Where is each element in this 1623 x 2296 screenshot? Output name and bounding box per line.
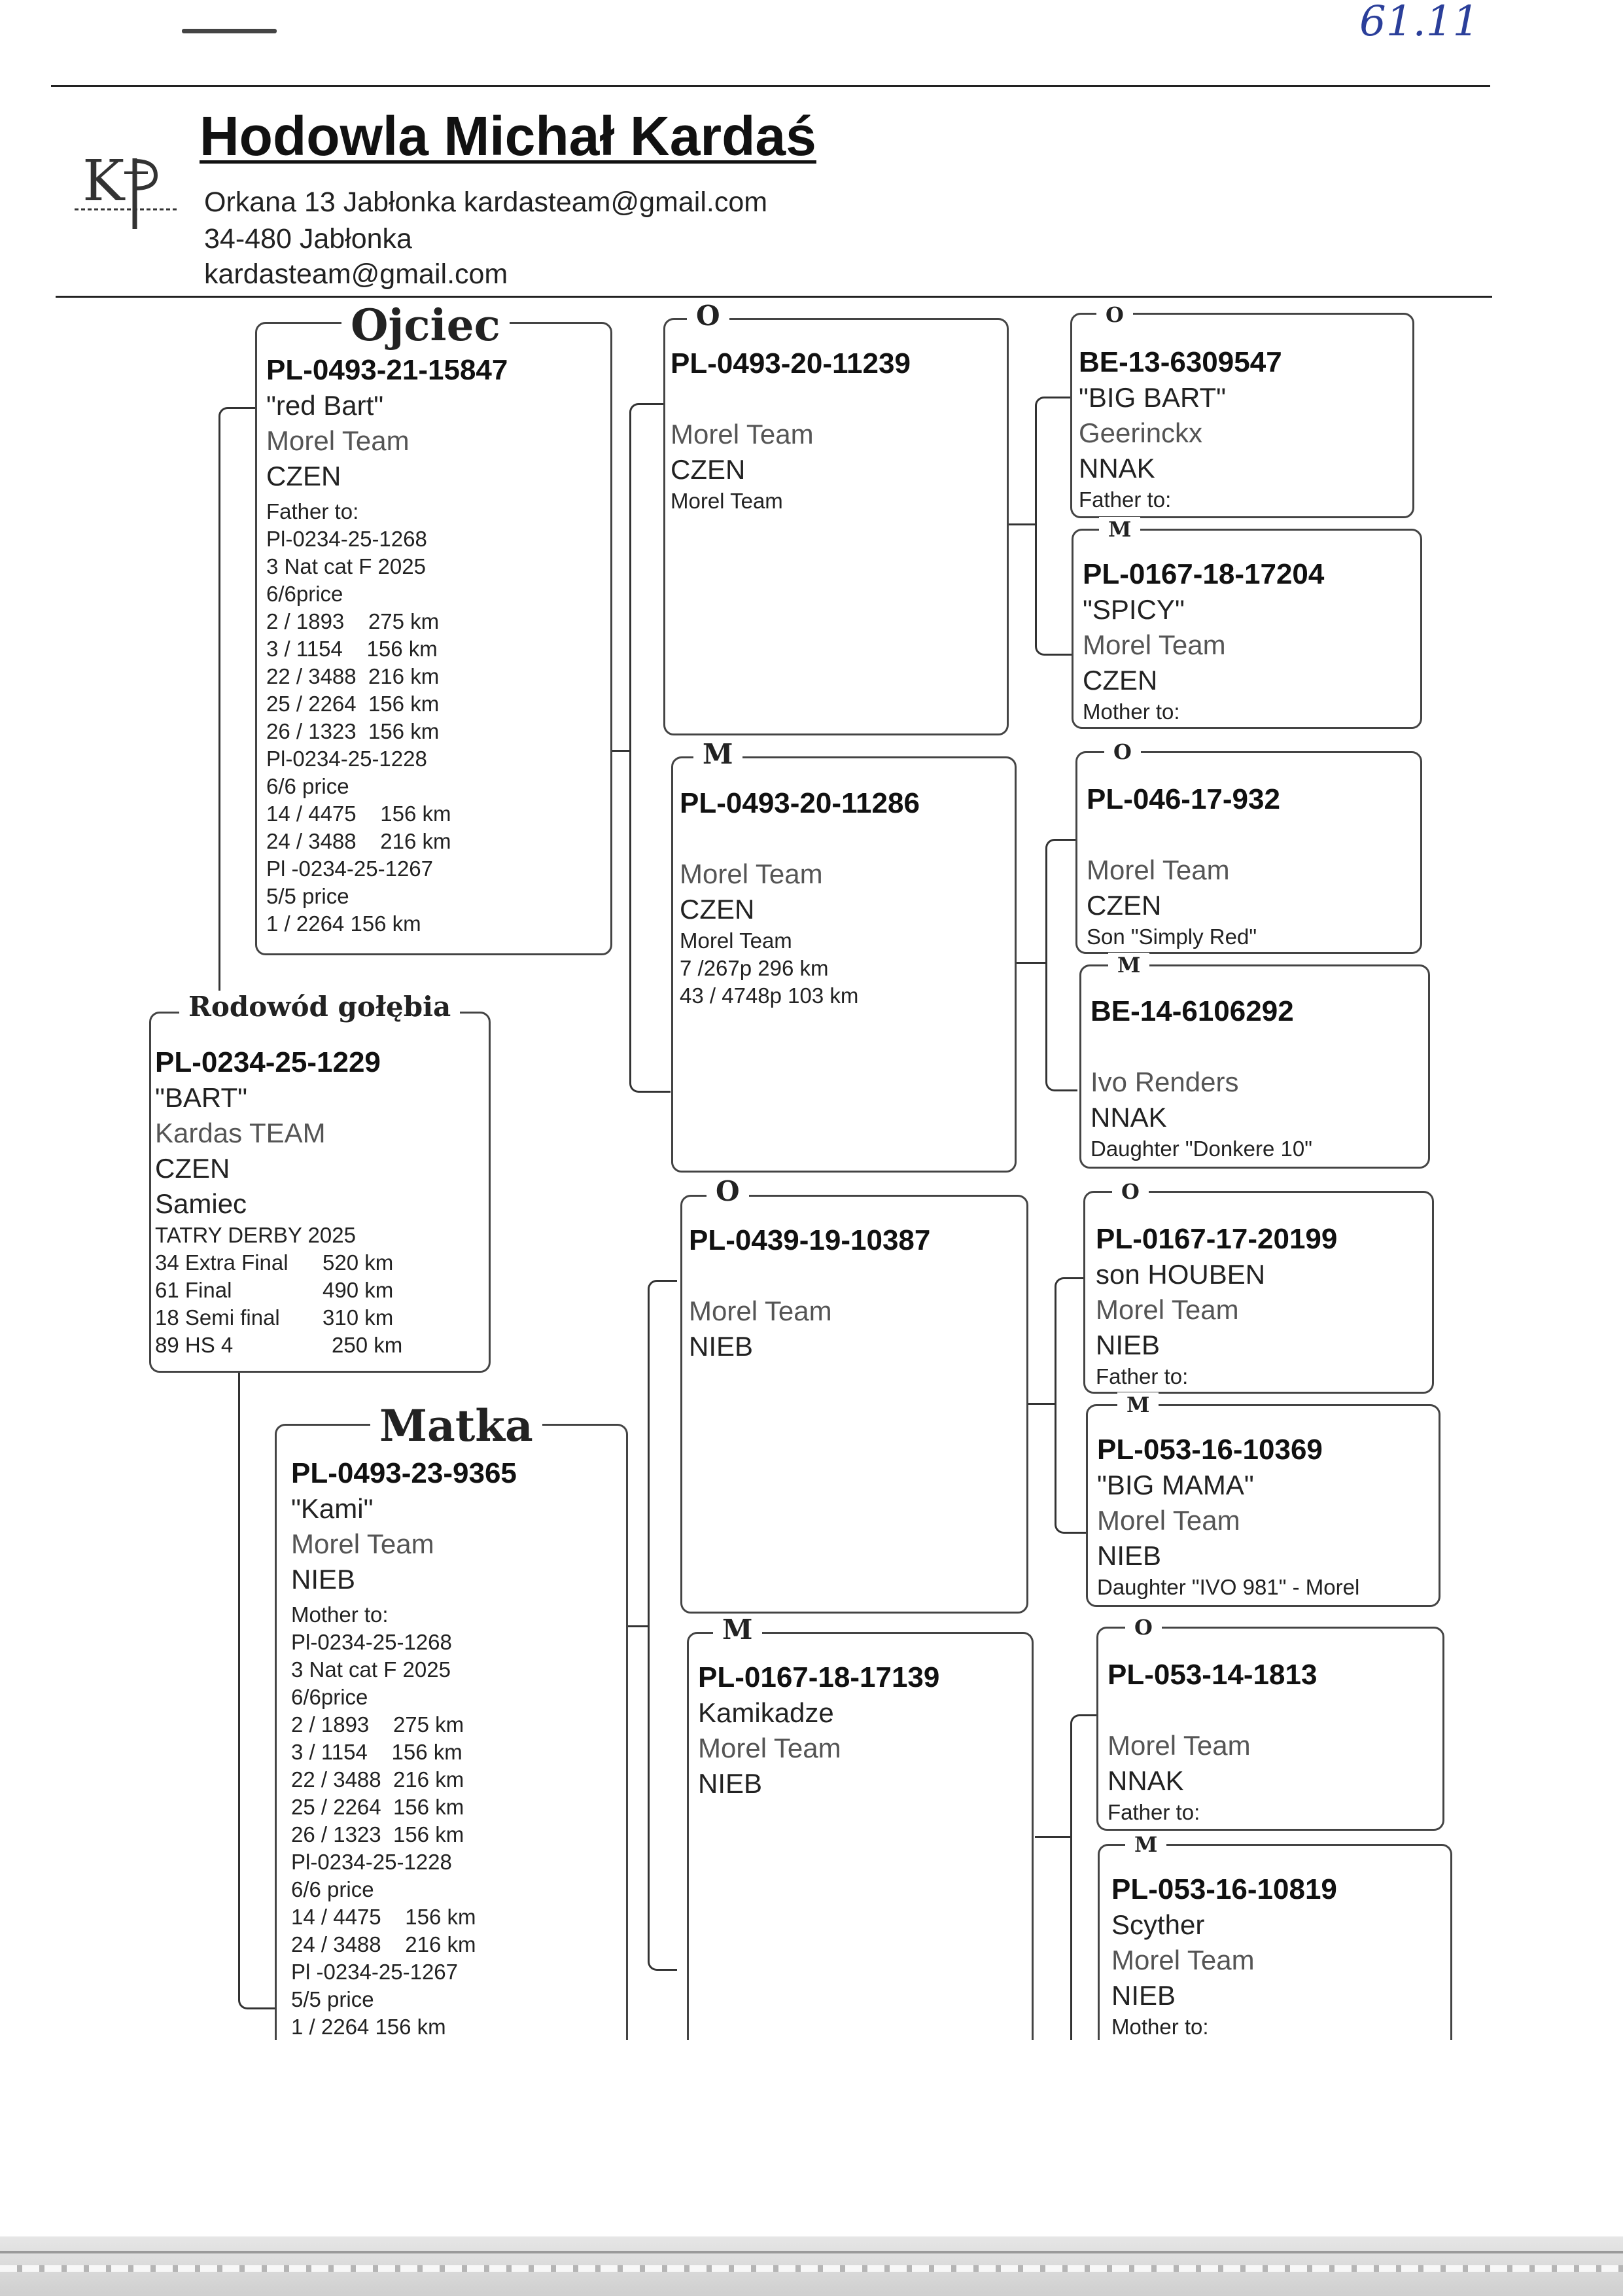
mf-color: NIEB xyxy=(689,1331,754,1362)
fmf-color: CZEN xyxy=(1087,890,1162,921)
father-card xyxy=(255,322,612,955)
mother-legend: Matka xyxy=(370,1400,542,1451)
header-top-rule xyxy=(51,85,1490,87)
fff-name: "BIG BART" xyxy=(1079,382,1227,413)
subject-legend: Rodowód gołębia xyxy=(179,991,460,1023)
father-note-line: 3 / 1154 156 km xyxy=(266,637,438,661)
scanner-edge-dashes xyxy=(0,2265,1623,2272)
father-note-line: 6/6price xyxy=(266,582,343,606)
fm-owner: Morel Team xyxy=(680,858,823,889)
father-note-line: Pl -0234-25-1267 xyxy=(266,857,434,881)
result-row: 34 Extra Final 520 km xyxy=(155,1250,394,1275)
mm-owner: Morel Team xyxy=(698,1733,841,1763)
subject-name: "BART" xyxy=(155,1082,248,1113)
father-note-line: 3 Nat cat F 2025 xyxy=(266,554,426,578)
mother-note-line: Pl -0234-25-1267 xyxy=(291,1960,459,1984)
connector-subject-mother xyxy=(238,1361,277,2009)
mmm-ring: PL-053-16-10819 xyxy=(1111,1873,1337,1905)
mf-ring: PL-0439-19-10387 xyxy=(689,1224,931,1256)
ffm-legend: M xyxy=(1099,517,1140,542)
mother-note-line: 5/5 price xyxy=(291,1987,374,2011)
subject-card xyxy=(149,1012,491,1373)
scanner-edge-line xyxy=(0,2251,1623,2253)
ffm-note: Mother to: xyxy=(1083,699,1180,724)
mf-owner: Morel Team xyxy=(689,1296,832,1326)
mmm-note: Mother to: xyxy=(1111,2015,1209,2039)
subject-results xyxy=(155,1249,402,1359)
fmm-legend: M xyxy=(1108,953,1149,978)
fmm-card xyxy=(1079,964,1430,1169)
father-color: CZEN xyxy=(266,461,341,491)
father-note-line: 22 / 3488 216 km xyxy=(266,664,440,688)
mfm-owner: Morel Team xyxy=(1097,1505,1240,1536)
svg-text:K: K xyxy=(82,149,125,214)
father-name: "red Bart" xyxy=(266,390,384,421)
mm-card xyxy=(687,1632,1034,2077)
mmf-owner: Morel Team xyxy=(1108,1730,1251,1761)
connector-father-stem xyxy=(611,750,631,752)
scan-mark xyxy=(182,29,277,33)
mother-name: "Kami" xyxy=(291,1493,374,1524)
ff-color: CZEN xyxy=(671,454,746,485)
father-owner: Morel Team xyxy=(266,425,410,456)
subject-ring: PL-0234-25-1229 xyxy=(155,1046,381,1078)
page-cut-mask xyxy=(0,2040,1623,2230)
breeder-title: Hodowla Michał Kardaś xyxy=(200,105,816,167)
fmm-owner: Ivo Renders xyxy=(1091,1067,1239,1097)
connector-ff-stem xyxy=(1007,523,1036,525)
connector-fm-stem xyxy=(1017,962,1047,964)
mf-card xyxy=(680,1195,1028,1614)
father-ring: PL-0493-21-15847 xyxy=(266,354,508,386)
father-note-line: 5/5 price xyxy=(266,884,349,908)
fmf-owner: Morel Team xyxy=(1087,855,1230,885)
mmm-card xyxy=(1098,1844,1452,2040)
fmm-color: NNAK xyxy=(1091,1102,1167,1133)
mother-note-line: 24 / 3488 216 km xyxy=(291,1932,476,1956)
ff-ring: PL-0493-20-11239 xyxy=(671,347,911,380)
corner-handwritten-mark: 61.11 xyxy=(1359,0,1480,46)
father-legend: Ojciec xyxy=(341,300,510,351)
connector-subject-father xyxy=(218,407,257,1014)
subject-event: TATRY DERBY 2025 xyxy=(155,1223,356,1247)
mother-card xyxy=(275,1424,628,2078)
fmf-ring: PL-046-17-932 xyxy=(1087,783,1280,815)
ff-owner: Morel Team xyxy=(671,419,814,450)
address-line-3: kardasteam@gmail.com xyxy=(204,258,508,290)
fmf-card xyxy=(1075,751,1422,954)
connector-fm-parents xyxy=(1045,839,1077,1091)
fm-note: Morel Team xyxy=(680,928,792,953)
mfm-legend: M xyxy=(1117,1392,1159,1417)
connector-mm-parents xyxy=(1070,1714,1100,2043)
mother-note-line: Pl-0234-25-1228 xyxy=(291,1850,452,1874)
connector-mother-stem xyxy=(628,1625,649,1627)
fm-note: 7 /267p 296 km xyxy=(680,956,829,980)
mother-note-line: 6/6price xyxy=(291,1685,368,1709)
connector-mf-stem xyxy=(1028,1403,1056,1405)
fm-card xyxy=(671,756,1017,1173)
mf-legend: O xyxy=(707,1175,749,1207)
result-row: 61 Final 490 km xyxy=(155,1278,394,1302)
ffm-owner: Morel Team xyxy=(1083,629,1226,660)
fmf-note: Son "Simply Red" xyxy=(1087,925,1257,949)
mfm-note: Daughter "IVO 981" - Morel xyxy=(1097,1575,1360,1599)
mm-ring: PL-0167-18-17139 xyxy=(698,1661,940,1693)
subject-color: CZEN xyxy=(155,1153,230,1184)
mother-note-line: 22 / 3488 216 km xyxy=(291,1767,464,1792)
father-note-line: 25 / 2264 156 km xyxy=(266,692,440,716)
subject-owner: Kardas TEAM xyxy=(155,1118,326,1148)
connector-ff-parents xyxy=(1035,397,1072,656)
mother-notes xyxy=(291,1601,517,2041)
result-row: 89 HS 4 250 km xyxy=(155,1333,403,1357)
fm-ring: PL-0493-20-11286 xyxy=(680,787,920,819)
fff-color: NNAK xyxy=(1079,453,1155,484)
mm-color: NIEB xyxy=(698,1768,763,1799)
mmf-legend: O xyxy=(1125,1615,1162,1640)
fff-legend: O xyxy=(1096,302,1133,327)
mmf-color: NNAK xyxy=(1108,1765,1184,1796)
connector-mother-parents xyxy=(648,1280,677,1971)
mother-note-line: Mother to: xyxy=(291,1602,389,1627)
mfm-ring: PL-053-16-10369 xyxy=(1097,1434,1323,1466)
mother-note-line: 6/6 price xyxy=(291,1877,374,1901)
mother-note-line: 2 / 1893 275 km xyxy=(291,1712,464,1737)
mff-ring: PL-0167-17-20199 xyxy=(1096,1223,1338,1255)
fff-note: Father to: xyxy=(1079,487,1172,512)
mff-color: NIEB xyxy=(1096,1330,1161,1360)
address-line-1: Orkana 13 Jabłonka kardasteam@gmail.com xyxy=(204,186,768,218)
header-bottom-rule xyxy=(56,296,1492,298)
father-note-line: 1 / 2264 156 km xyxy=(266,911,421,936)
father-note-line: 24 / 3488 216 km xyxy=(266,829,451,853)
ff-note: Morel Team xyxy=(671,489,783,513)
mmm-owner: Morel Team xyxy=(1111,1945,1255,1975)
mother-owner: Morel Team xyxy=(291,1528,434,1559)
fff-ring: BE-13-6309547 xyxy=(1079,346,1282,378)
fmm-note: Daughter "Donkere 10" xyxy=(1091,1137,1312,1161)
mff-owner: Morel Team xyxy=(1096,1294,1239,1325)
ff-card xyxy=(663,318,1009,735)
connector-mm-stem xyxy=(1035,1836,1072,1838)
mother-note-line: 3 Nat cat F 2025 xyxy=(291,1657,451,1682)
mother-color: NIEB xyxy=(291,1564,356,1595)
mother-note-line: 14 / 4475 156 km xyxy=(291,1905,476,1929)
father-note-line: Pl-0234-25-1268 xyxy=(266,527,427,551)
mother-note-line: 3 / 1154 156 km xyxy=(291,1740,462,1764)
mother-ring: PL-0493-23-9365 xyxy=(291,1457,517,1489)
father-note-line: Pl-0234-25-1228 xyxy=(266,747,427,771)
ff-legend: O xyxy=(687,300,729,332)
mfm-color: NIEB xyxy=(1097,1540,1162,1571)
fm-color: CZEN xyxy=(680,894,755,925)
fff-card xyxy=(1070,313,1414,518)
mff-card xyxy=(1083,1191,1434,1394)
mmm-legend: M xyxy=(1125,1832,1166,1857)
mff-name: son HOUBEN xyxy=(1096,1259,1266,1290)
fmm-ring: BE-14-6106292 xyxy=(1091,995,1294,1027)
mfm-name: "BIG MAMA" xyxy=(1097,1470,1254,1500)
mmf-ring: PL-053-14-1813 xyxy=(1108,1659,1318,1691)
mmm-name: Scyther xyxy=(1111,1909,1205,1940)
fmf-legend: O xyxy=(1104,739,1141,764)
ffm-ring: PL-0167-18-17204 xyxy=(1083,558,1325,590)
father-note-line: 14 / 4475 156 km xyxy=(266,802,451,826)
ffm-card xyxy=(1072,529,1422,729)
mm-name: Kamikadze xyxy=(698,1697,834,1728)
result-row: 18 Semi final 310 km xyxy=(155,1305,394,1330)
father-note-line: 6/6 price xyxy=(266,774,349,798)
ffm-color: CZEN xyxy=(1083,665,1158,696)
fm-legend: M xyxy=(693,738,742,770)
fff-owner: Geerinckx xyxy=(1079,417,1203,448)
mother-note-line: 25 / 2264 156 km xyxy=(291,1795,464,1819)
mmf-note: Father to: xyxy=(1108,1800,1200,1824)
subject-sex: Samiec xyxy=(155,1188,247,1219)
mff-legend: O xyxy=(1112,1179,1149,1204)
mmf-card xyxy=(1096,1627,1444,1831)
mff-note: Father to: xyxy=(1096,1364,1189,1388)
father-note-line: Father to: xyxy=(266,499,359,523)
father-notes xyxy=(266,498,508,938)
mother-note-line: 1 / 2264 156 km xyxy=(291,2015,446,2039)
father-note-line: 26 / 1323 156 km xyxy=(266,719,440,743)
mother-note-line: 26 / 1323 156 km xyxy=(291,1822,464,1846)
kardas-team-logo xyxy=(71,149,183,234)
mmm-color: NIEB xyxy=(1111,1980,1176,2011)
ffm-name: "SPICY" xyxy=(1083,594,1185,625)
fm-note: 43 / 4748p 103 km xyxy=(680,983,859,1008)
mfm-card xyxy=(1086,1404,1440,1607)
address-line-2: 34-480 Jabłonka xyxy=(204,223,412,255)
mother-note-line: Pl-0234-25-1268 xyxy=(291,1630,452,1654)
mm-legend: M xyxy=(713,1614,762,1646)
father-note-line: 2 / 1893 275 km xyxy=(266,609,440,633)
